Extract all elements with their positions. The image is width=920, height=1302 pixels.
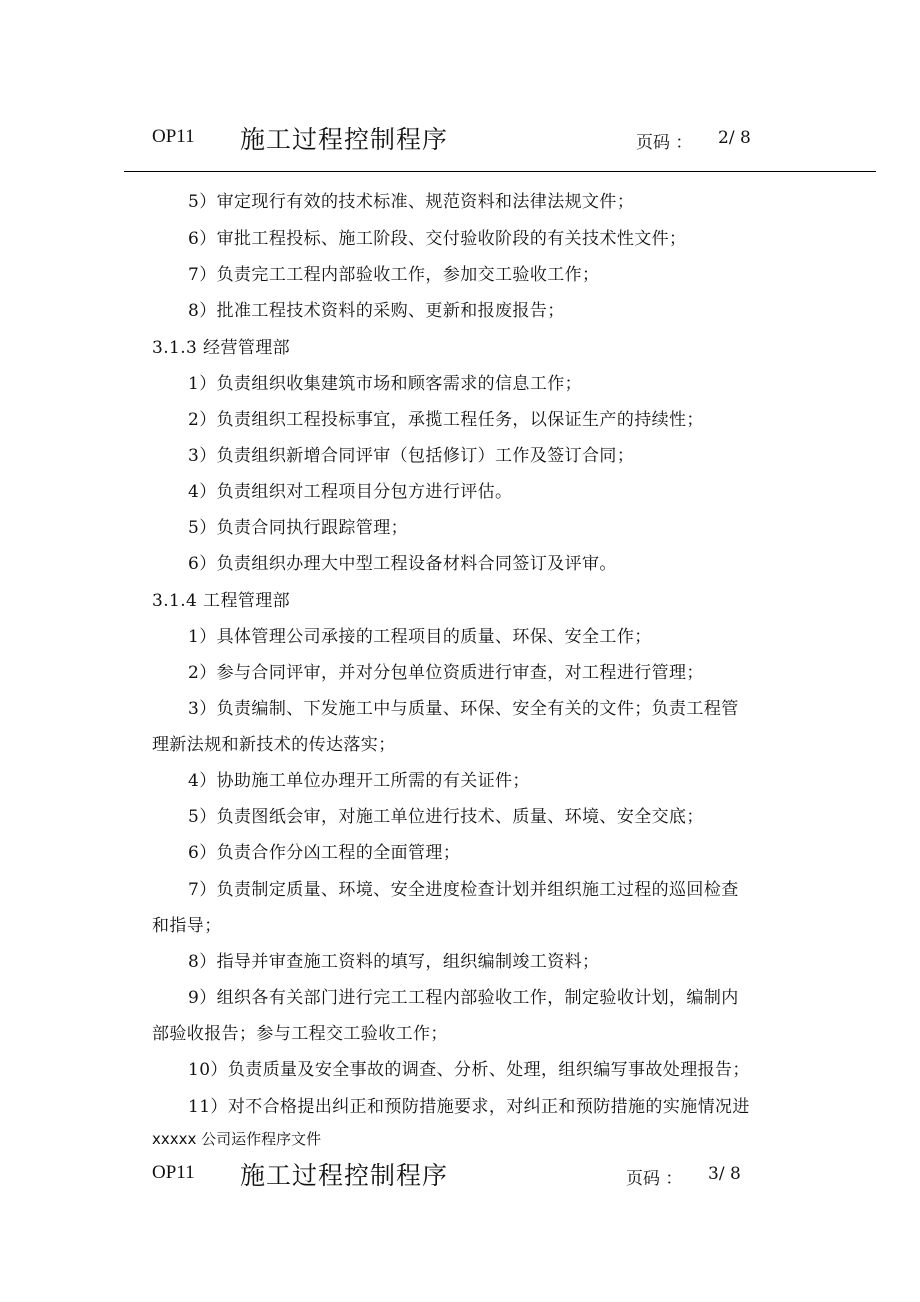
list-item: 4）协助施工单位办理开工所需的有关证件； <box>188 771 530 791</box>
list-item-continuation: 理新法规和新技术的传达落实； <box>152 735 396 755</box>
list-item: 11）对不合格提出纠正和预防措施要求，对纠正和预防措施的实施情况进 <box>188 1097 750 1117</box>
section-heading: 3.1.3 经营管理部 <box>152 338 291 358</box>
list-item: 10）负责质量及安全事故的调查、分析、处理，组织编写事故处理报告； <box>188 1060 750 1080</box>
list-item: 5）负责合同执行跟踪管理； <box>188 518 409 538</box>
page-label: 页码 ： <box>626 1169 683 1189</box>
list-item-continuation: 部验收报告；参与工程交工验收工作； <box>152 1024 448 1044</box>
doc-code: OP11 <box>152 1162 195 1183</box>
header-divider <box>124 171 876 172</box>
list-item: 7）负责完工工程内部验收工作，参加交工验收工作； <box>188 265 600 285</box>
list-item: 9）组织各有关部门进行完工工程内部验收工作，制定验收计划，编制内 <box>188 988 739 1008</box>
list-item: 3）负责编制、下发施工中与质量、环保、安全有关的文件；负责工程管 <box>188 699 739 719</box>
list-item: 5）审定现行有效的技术标准、规范资料和法律法规文件； <box>188 192 635 212</box>
section-heading: 3.1.4 工程管理部 <box>152 591 291 611</box>
list-item: 6）负责合作分凶工程的全面管理； <box>188 843 461 863</box>
list-item: 8）指导并审查施工资料的填写，组织编制竣工资料； <box>188 952 600 972</box>
list-item: 6）负责组织办理大中型工程设备材料合同签订及评审。 <box>188 554 617 574</box>
list-item-continuation: 和指导； <box>152 916 222 936</box>
list-item: 2）负责组织工程投标事宜，承揽工程任务，以保证生产的持续性； <box>188 410 704 430</box>
list-item: 6）审批工程投标、施工阶段、交付验收阶段的有关技术性文件； <box>188 229 687 249</box>
list-item: 2）参与合同评审，并对分包单位资质进行审查，对工程进行管理； <box>188 663 704 683</box>
doc-title: 施工过程控制程序 <box>240 1161 449 1190</box>
list-item: 1）具体管理公司承接的工程项目的质量、环保、安全工作； <box>188 627 652 647</box>
list-item: 5）负责图纸会审，对施工单位进行技术、质量、环境、安全交底； <box>188 807 704 827</box>
page-label: 页码 ： <box>636 133 693 153</box>
doc-title: 施工过程控制程序 <box>240 125 449 154</box>
list-item: 7）负责制定质量、环境、安全进度检查计划并组织施工过程的巡回检查 <box>188 880 739 900</box>
page-number: 3/ 8 <box>708 1164 741 1184</box>
list-item: 8）批准工程技术资料的采购、更新和报废报告； <box>188 301 565 321</box>
list-item: 1）负责组织收集建筑市场和顾客需求的信息工作； <box>188 374 583 394</box>
page-header-top <box>0 120 920 160</box>
page-number: 2/ 8 <box>718 128 751 148</box>
doc-code: OP11 <box>152 126 195 147</box>
list-item: 3）负责组织新增合同评审（包括修订）工作及签订合同； <box>188 446 635 466</box>
page-header-bottom <box>0 1156 920 1196</box>
list-item: 4）负责组织对工程项目分包方进行评估。 <box>188 482 513 502</box>
page-footer: xxxxx 公司运作程序文件 <box>152 1130 322 1148</box>
